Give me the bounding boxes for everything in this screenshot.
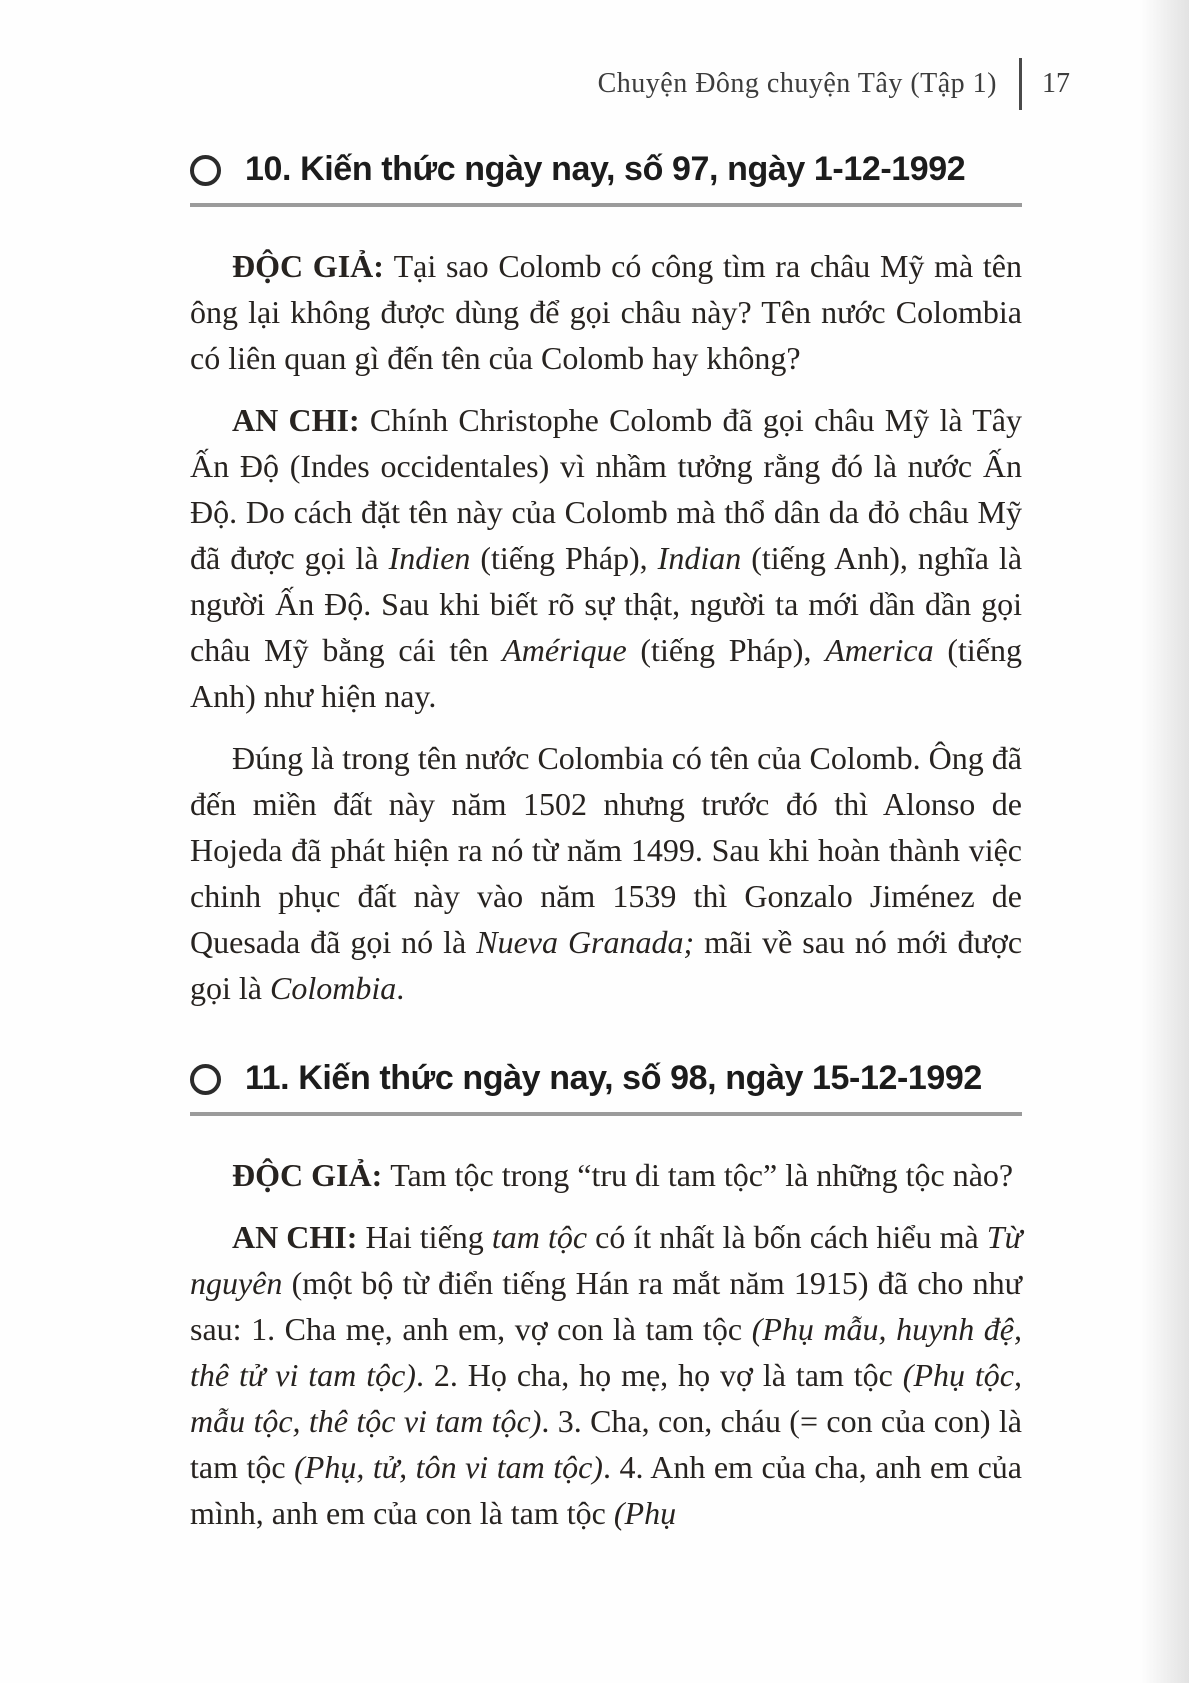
text-segment: Tại sao Colomb có công tìm ra châu Mỹ mà tên ông lại không được dùng để gọi châu này? Tên nước Colombia có liên quan gì đến tên của Colomb hay không?	[190, 248, 1023, 376]
text-segment: (Phụ, tử, tôn vi tam tộc)	[294, 1449, 603, 1485]
text-segment: tam tộc	[491, 1219, 588, 1255]
text-segment: AN CHI:	[232, 402, 370, 438]
section-heading	[190, 150, 1022, 189]
page-edge-shadow	[1141, 0, 1189, 1683]
text-segment: Tam tộc trong “tru di tam tộc” là những tộc nào?	[390, 1157, 1014, 1193]
running-header-title: Chuyện Đông chuyện Tây (Tập 1)	[597, 68, 997, 99]
section-heading	[190, 1059, 1022, 1098]
text-segment: AN CHI:	[232, 1219, 366, 1255]
text-segment: (một bộ từ điển tiếng Hán ra mắt năm 1915) đã cho như sau: 1. Cha mẹ, anh em, vợ con là tam tộc	[190, 1265, 1022, 1347]
page-number: 17	[1042, 68, 1070, 99]
section-heading-text: 11. Kiến thức ngày nay, số 98, ngày 15-12-1992	[245, 1059, 982, 1097]
section-paragraphs	[190, 243, 1022, 1011]
section-paragraphs	[190, 1152, 1022, 1536]
text-segment: (tiếng Pháp),	[626, 632, 826, 668]
text-segment: Từ nguyên	[190, 1219, 1023, 1301]
text-segment: (Phụ tộc, mẫu tộc, thê tộc vi tam tộc)	[190, 1357, 1023, 1439]
text-segment: Indian	[657, 540, 742, 576]
paragraph	[190, 397, 1022, 719]
text-segment: (tiếng Pháp),	[470, 540, 658, 576]
running-header	[0, 58, 1070, 110]
text-segment: Amérique	[502, 632, 627, 668]
paragraph	[190, 1214, 1022, 1536]
section-heading-text: 10. Kiến thức ngày nay, số 97, ngày 1-12-1992	[245, 150, 966, 188]
section-article-11	[190, 1059, 1022, 1536]
text-segment: America	[825, 632, 934, 668]
text-segment: . 2. Họ cha, họ mẹ, họ vợ là tam tộc	[415, 1357, 903, 1393]
text-segment: Colombia	[269, 970, 397, 1006]
text-segment: Chính Christophe Colomb đã gọi châu Mỹ là Tây Ấn Độ (Indes occidentales) vì nhầm tưởng rằng đó là nước Ấn Độ. Do cách đặt tên này của Colomb mà thổ dân da đỏ châu Mỹ đã được gọi là	[190, 402, 1022, 576]
text-segment: Nueva Granada;	[476, 924, 695, 960]
circle-bullet-icon	[190, 1064, 221, 1095]
paragraph	[190, 243, 1022, 381]
text-segment: (tiếng Anh), nghĩa là người Ấn Độ. Sau khi biết rõ sự thật, người ta mới dần dần gọi châu Mỹ bằng cái tên	[190, 540, 1023, 668]
text-segment: ĐỘC GIẢ:	[232, 1157, 391, 1193]
text-segment: Đúng là trong tên nước Colombia có tên của Colomb. Ông đã đến miền đất này năm 1502 nhưng trước đó thì Alonso de Hojeda đã phát hiện ra nó từ năm 1499. Sau khi hoàn thành việc chinh phục đất này vào năm 1539 thì Gonzalo Jiménez de Quesada đã gọi nó là	[190, 740, 1022, 960]
text-segment: (Phụ	[613, 1495, 677, 1531]
text-segment: có ít nhất là bốn cách hiểu mà	[587, 1219, 987, 1255]
paragraph	[190, 1152, 1022, 1198]
section-article-10	[190, 150, 1022, 1011]
heading-rule	[190, 1112, 1022, 1116]
text-segment: . 3. Cha, con, cháu (= con của con) là tam tộc	[190, 1403, 1023, 1485]
heading-rule	[190, 203, 1022, 207]
text-segment: . 4. Anh em của cha, anh em của mình, anh em của con là tam tộc	[190, 1449, 1023, 1531]
text-segment: .	[396, 970, 405, 1006]
text-segment: mãi về sau nó mới được gọi là	[190, 924, 1023, 1006]
text-segment: ĐỘC GIẢ:	[232, 248, 394, 284]
page-content	[190, 150, 1022, 1536]
text-segment: (Phụ mẫu, huynh đệ, thê tử vi tam tộc)	[190, 1311, 1023, 1393]
header-divider	[1019, 58, 1022, 110]
paragraph	[190, 735, 1022, 1011]
text-segment: Indien	[388, 540, 471, 576]
text-segment: Hai tiếng	[365, 1219, 492, 1255]
text-segment: (tiếng Anh) như hiện nay.	[190, 632, 1023, 714]
circle-bullet-icon	[190, 155, 221, 186]
